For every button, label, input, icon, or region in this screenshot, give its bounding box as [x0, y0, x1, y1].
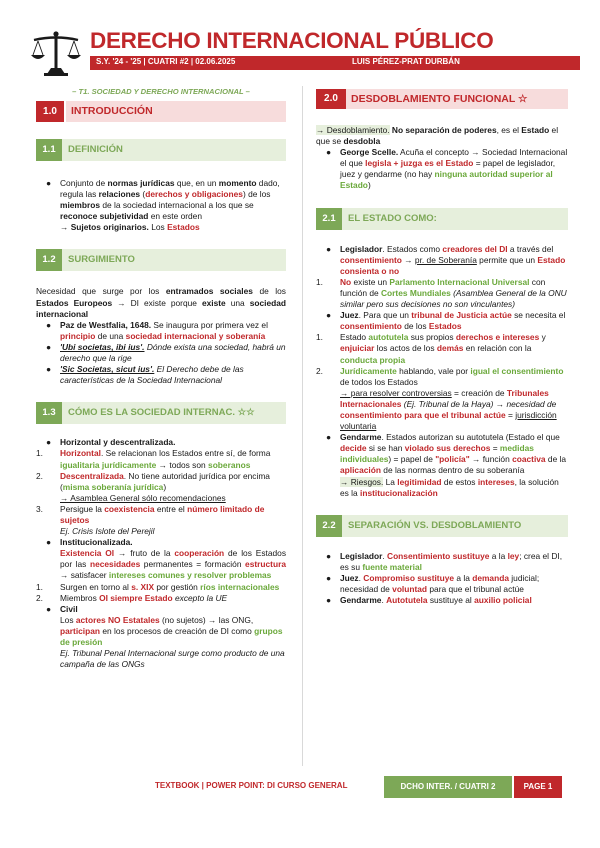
author-name: LUIS PÉREZ-PRAT DURBÁN — [352, 57, 460, 66]
list-item: 1. Surgen en torno al s. XIX por gestión ríos internacionales — [36, 581, 280, 592]
subsection-number: 1.3 — [36, 402, 62, 424]
course-meta: S.Y. '24 - '25 | CUATRI #2 | 02.06.2025 — [96, 57, 236, 66]
subsection-label: CÓMO ES LA SOCIEDAD INTERNAC. ☆☆ — [68, 407, 255, 419]
list-item: ● Horizontal y descentralizada. — [46, 437, 176, 448]
list-item: 1. Estado autotutela sus propios derechos e intereses y enjuiciar los actos de los demás en relación con la conducta propia — [316, 332, 546, 365]
list-item: Existencia OI → fruto de la cooperación de los Estados por las necesidades permanentes = formación estructura → satisfacer intereses comunes y resolver problemas — [60, 548, 287, 581]
section-2-0 — [316, 89, 568, 109]
list-item: 3. Persigue la coexistencia entre el número limitado de sujetos Ej. Crisis Islote del Perejil — [36, 503, 265, 537]
surgimiento-block — [36, 286, 286, 386]
list-item: 2. Jurídicamente hablando, vale por igual el consentimiento de todos los Estados → para resolver controversias = creación de Tribunales Internacionales (Ej. Tribunal de la Haya) → necesidad de consentimiento para que el tribunal actúe = jurisdicción voluntaria — [316, 365, 564, 432]
list-item: ● Gendarme. Autotutela sustituye al auxilio policial — [326, 595, 532, 606]
subsection-2-1 — [316, 208, 568, 230]
section-number: 1.0 — [36, 101, 64, 122]
list-item: ● 'Ubi societas, ibi ius'. Dónde exista una sociedad, habrá un derecho que la rige — [46, 341, 286, 364]
list-item: ● Legislador. Estados como creadores del DI a través del consentimiento → pr. de Soberanía permite que un Estado consienta o no — [326, 243, 566, 276]
separacion-block — [316, 551, 568, 606]
subsection-2-2 — [316, 515, 568, 537]
column-divider — [302, 86, 303, 766]
topic-title: – T1. SOCIEDAD Y DERECHO INTERNACIONAL – — [72, 87, 250, 96]
estado-como-block — [316, 244, 568, 499]
list-item: 2. Descentralizada. No tiene autoridad jurídica por encima (misma soberanía jurídica) → Asamblea General sólo recomendaciones — [36, 470, 270, 503]
page-footer — [0, 776, 600, 798]
subsection-number: 2.2 — [316, 515, 342, 537]
header-meta-bar — [90, 56, 580, 70]
footer-source: TEXTBOOK | POWER POINT: DI CURSO GENERAL — [155, 781, 348, 790]
subsection-1-1 — [36, 139, 286, 161]
list-item: ● 'Sic Societas, sicut ius'. El Derecho debe de las características de la Sociedad Internacional — [46, 364, 244, 386]
subsection-1-3 — [36, 402, 286, 424]
section-1-0 — [36, 101, 286, 122]
left-column — [36, 86, 286, 670]
list-item: ● Juez. Para que un tribunal de Justicia actúe se necesita el consentimiento de los Estados — [326, 310, 566, 332]
list-item: 1. Horizontal. Se relacionan los Estados entre sí, de forma igualitaria jurídicamente → todos son soberanos — [36, 448, 271, 470]
definition-block — [36, 178, 286, 233]
list-item: ● Legislador. Consentimiento sustituye a la ley; crea el DI, es su fuente material — [326, 550, 563, 572]
subsection-label: SEPARACIÓN VS. DESDOBLAMIENTO — [348, 519, 522, 531]
section-number: 2.0 — [316, 89, 346, 109]
page-title: DERECHO INTERNACIONAL PÚBLICO — [90, 28, 494, 53]
subsection-label: SURGIMIENTO — [68, 254, 135, 266]
subsection-label: DEFINICIÓN — [68, 144, 123, 156]
list-item: ● Civil — [46, 603, 78, 614]
subsection-label: EL ESTADO COMO: — [348, 212, 437, 224]
list-item: Los actores NO Estatales (no sujetos) → las ONG, participan en los procesos de creación de DI como grupos de presión Ej. Tribunal Penal Internacional surge como producto de una campaña de las ONGs — [60, 614, 285, 670]
list-item: ● Institucionalizada. — [46, 537, 133, 548]
section-label: INTRODUCCIÓN — [66, 101, 286, 122]
sociedad-block — [36, 437, 286, 670]
desdoblamiento-block — [316, 125, 568, 192]
right-column — [316, 86, 568, 606]
section-label: DESDOBLAMIENTO FUNCIONAL ☆ — [351, 93, 528, 105]
list-item: ● Juez. Compromiso sustituye a la demanda judicial; necesidad de voluntad para que el tribunal actúe — [326, 572, 540, 594]
page-header — [30, 28, 575, 80]
definition-item: ● Conjunto de normas jurídicas que, en un momento dado, regula las relaciones (derechos y obligaciones) de los miembros de la sociedad internacional a los que se reconoce subjetividad en este orden → Sujetos originarios. Los Estados — [46, 178, 280, 233]
desdoblamiento-text: → Desdoblamiento. No separación de poderes, es el Estado el que se desdobla — [316, 125, 559, 147]
subsection-number: 1.1 — [36, 139, 62, 161]
list-item: ● Gendarme. Estados autorizan su autotutela (Estado el que decide si se han violado sus derechos = medidas individuales) = papel de "policía" → función coactiva de la aplicación de las normas dentro de su soberanía → Riesgos. La legitimidad de estos intereses, la solución es la institucionalización — [326, 432, 567, 498]
list-item: 2. Miembros OI siempre Estado excepto la UE — [36, 592, 228, 603]
subsection-number: 1.2 — [36, 249, 62, 271]
scales-of-justice-icon — [30, 30, 82, 76]
list-item: ● George Scelle. Acuña el concepto → Sociedad Internacional el que legisla + juzga es el Estado = papel de legislador, juez y gendarme (no hay ninguna autoridad superior al Estado) — [326, 147, 568, 191]
list-item: ● Paz de Westfalia, 1648. Se inaugura por primera vez el principio de una sociedad internacional y soberanía — [46, 319, 268, 341]
footer-page-number: PAGE 1 — [514, 776, 562, 798]
surgimiento-text: Necesidad que surge por los entramados sociales de los Estados Europeos → DI existe porque existe una sociedad internacional — [36, 286, 286, 319]
list-item: 1. No existe un Parlamento Internacional Universal con función de Cortes Mundiales (Asamblea General de la ONU similar pero sus decisiones no son vinculantes) — [316, 276, 567, 310]
subsection-number: 2.1 — [316, 208, 342, 230]
footer-course-badge: DCHO INTER. / CUATRI 2 — [384, 776, 512, 798]
subsection-1-2 — [36, 249, 286, 271]
